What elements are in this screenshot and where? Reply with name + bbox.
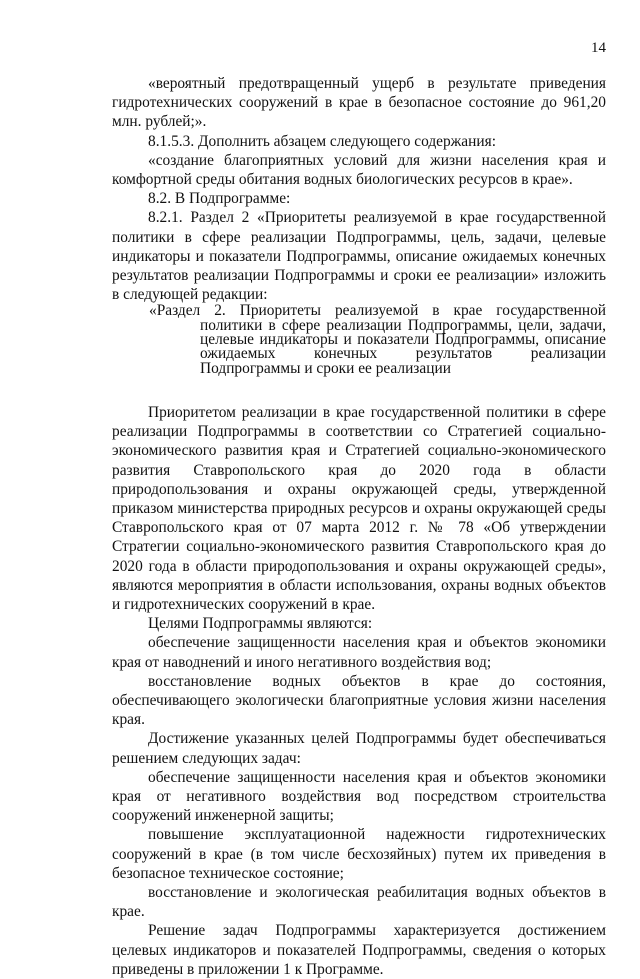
paragraph: обеспечение защищенности населения края и объектов экономики края от наводнений и иного негативного воздействия вод; bbox=[112, 634, 606, 671]
paragraph: «создание благоприятных условий для жизни населения края и комфортной среды обитания водных биологических ресурсов в крае». bbox=[112, 151, 606, 189]
paragraph: Целями Подпрограммы являются: bbox=[148, 615, 373, 633]
paragraph: повышение эксплуатационной надежности гидротехнических сооружений в крае (в том числе бесхозяйных) путем их приведения в безопасное техническое состояние; bbox=[112, 826, 606, 882]
paragraph: восстановление и экологическая реабилитация водных объектов в крае. bbox=[112, 884, 606, 921]
paragraph: Решение задач Подпрограммы характеризуется достижением целевых индикаторов и показателей Подпрограммы, сведения о которых приведены в приложении 1 к Программе. bbox=[112, 922, 606, 978]
section-heading: «Раздел 2. Приоритеты реализуемой в крае государственной политики в сфере реализации Подпрограммы, цели, задачи, целевые индикаторы и показатели Подпрограммы, описание ожидаемых конечных результатов реализации Подпрограммы и сроки ее реализации bbox=[149, 302, 606, 377]
paragraph: 8.1.5.3. Дополнить абзацем следующего содержания: bbox=[148, 132, 496, 150]
paragraph: 8.2.1. Раздел 2 «Приоритеты реализуемой в крае государственной политики в сфере реализации Подпрограммы, цель, задачи, целевые индикаторы и показатели Подпрограммы, описание ожидаемых конечных результатов реализации Подпрограммы и сроки ее реализации» изложить в следующей редакции: bbox=[112, 209, 606, 304]
paragraph: 8.2. В Подпрограмме: bbox=[148, 190, 291, 208]
paragraph: Достижение указанных целей Подпрограммы будет обеспечиваться решением следующих задач: bbox=[112, 730, 606, 767]
document-body bbox=[112, 74, 606, 979]
paragraph: «вероятный предотвращенный ущерб в результате приведения гидротехнических сооружений в крае в безопасное состояние до 961,20 млн. рублей;». bbox=[112, 75, 606, 131]
paragraph: Приоритетом реализации в крае государственной политики в сфере реализации Подпрограммы в соответствии со Стратегией социально-экономического развития края и Стратегией социально-экономического развития Ставропольского края до 2020 года в области природопользования и охраны окружающей среды, утвержденной приказом министерства природных ресурсов и охраны окружающей среды Ставропольского края от 07 марта 2012 г. № 78 «Об утверждении Стратегии социально-экономического развития Ставропольского края до 2020 года в области природопользования и охраны окружающей среды», являются мероприятия в области использования, охраны водных объектов и гидротехнических сооружений в крае. bbox=[112, 403, 606, 613]
paragraph: обеспечение защищенности населения края и объектов экономики края от негативного воздействия вод посредством строительства сооружений инженерной защиты; bbox=[112, 768, 606, 825]
paragraph: восстановление водных объектов в крае до состояния, обеспечивающего экологически благоприятные условия жизни населения края. bbox=[112, 672, 606, 729]
page-number: 14 bbox=[591, 40, 606, 56]
